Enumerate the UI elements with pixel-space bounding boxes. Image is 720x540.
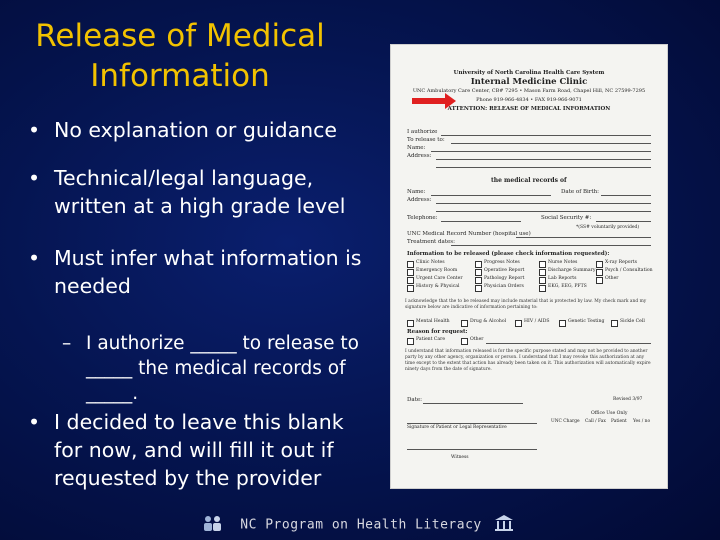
form-checkbox-label: Other	[605, 276, 619, 281]
form-label-patient-address: Address:	[407, 197, 432, 203]
form-checkbox-label: X-ray Reports	[605, 260, 637, 265]
form-checkbox-label: Pathology Report	[484, 276, 525, 281]
form-label-revised: Revised 3/97	[613, 397, 643, 402]
form-label-ssn: Social Security #:	[541, 215, 592, 221]
bullet-item: • No explanation or guidance	[28, 116, 337, 144]
form-checkbox	[596, 261, 603, 268]
form-label-signature: Signature of Patient or Legal Representative	[407, 425, 507, 430]
form-label-dob: Date of Birth:	[561, 189, 600, 195]
form-header-clinic: Internal Medicine Clinic	[470, 77, 588, 87]
form-checkbox	[611, 320, 618, 327]
form-checkbox	[475, 277, 482, 284]
form-label-name: Name:	[407, 145, 426, 151]
form-checkbox-label: Emergency Room	[416, 268, 458, 273]
form-office-use: Office Use Only	[591, 411, 628, 416]
form-checkbox	[407, 261, 414, 268]
form-checkbox-label: Operative Report	[484, 268, 525, 273]
form-info-heading: Information to be released (please check information requested):	[407, 251, 610, 257]
form-checkbox	[475, 285, 482, 292]
form-consent-text: I acknowledge that the to be released may include material that is protected by law. My check mark and my signature below are indicative of information pertaining to:	[405, 299, 647, 310]
form-note-optional: *(SS# voluntarily provided)	[576, 225, 640, 230]
form-label-release-to: To release to:	[407, 137, 445, 143]
form-checkbox-label: Discharge Summary	[548, 268, 596, 273]
bullet-item: • I decided to leave this blank for now, and will fill it out if requested by the provider	[28, 408, 368, 492]
form-checkbox	[559, 320, 566, 327]
red-arrow-icon	[412, 98, 446, 104]
form-reason-option: Other	[470, 337, 484, 342]
form-legal-text: I understand that information released is for the specific purpose stated and may not be provided to another party by any other agency, organization or person. I understand that I may revoke this authorization at any time except to the extent that action has already been taken on it. This authorization will automatically expire ninety days from the date of signature.	[405, 349, 651, 372]
form-checkbox	[475, 269, 482, 276]
form-label-telephone: Telephone:	[407, 215, 438, 221]
form-checkbox-label: Psych / Consultation	[605, 268, 653, 273]
building-icon	[494, 514, 514, 536]
form-label-treatment: Treatment dates:	[407, 239, 455, 245]
form-label-patient-name: Name:	[407, 189, 426, 195]
form-checkbox-label: EKG, EEG, PFTS	[548, 284, 587, 289]
form-checkbox	[407, 269, 414, 276]
form-header-attention: ATTENTION: RELEASE OF MEDICAL INFORMATION	[447, 106, 611, 112]
form-checkbox	[461, 320, 468, 327]
bullet-item: • Technical/legal language, written at a high grade level	[28, 164, 368, 220]
form-label-witness: Witness	[451, 455, 469, 460]
form-checkbox	[539, 285, 546, 292]
form-checkbox-label: Clinic Notes	[416, 260, 445, 265]
form-label-date: Date:	[407, 397, 423, 403]
sub-bullet-item: – I authorize _____ to release to _____ the medical records of _____.	[62, 331, 396, 406]
form-label-yes-no: Yes / no	[633, 419, 651, 424]
form-consent-option: Drug & Alcohol	[470, 319, 507, 324]
form-checkbox	[461, 338, 468, 345]
form-label-address: Address:	[407, 153, 432, 159]
people-icon	[202, 514, 228, 536]
form-label-unc-record: UNC Medical Record Number (hospital use)	[407, 231, 531, 237]
form-label-call-fax: Call / Fax	[585, 419, 606, 424]
bullet-item: • Must infer what information is needed	[28, 244, 368, 300]
form-checkbox	[407, 320, 414, 327]
release-form-image	[390, 44, 668, 489]
form-label-authorize: I authorize	[407, 129, 438, 135]
footer-text: NC Program on Health Literacy	[240, 517, 482, 533]
form-checkbox	[596, 269, 603, 276]
form-header-phone: Phone 919-966-4834 • FAX 919-966-9071	[476, 97, 582, 103]
form-checkbox-label: History & Physical	[416, 284, 460, 289]
form-checkbox-label: Physician Orders	[484, 284, 524, 289]
form-consent-option: Genetic Testing	[568, 319, 605, 324]
form-checkbox-label: Lab Reports	[548, 276, 577, 281]
form-consent-option: HIV / AIDS	[524, 319, 550, 324]
form-checkbox	[539, 269, 546, 276]
form-reason-option: Patient Care	[416, 337, 446, 342]
form-checkbox-label: Urgent Care Center	[416, 276, 463, 281]
form-checkbox	[515, 320, 522, 327]
form-checkbox	[596, 277, 603, 284]
form-checkbox	[539, 277, 546, 284]
form-checkbox	[407, 285, 414, 292]
form-consent-option: Sickle Cell	[620, 319, 645, 324]
form-label-patient: Patient	[611, 419, 627, 424]
footer	[0, 514, 720, 536]
form-checkbox	[407, 277, 414, 284]
form-consent-option: Mental Health	[416, 319, 450, 324]
form-header-system: University of North Carolina Health Care System	[453, 70, 605, 76]
form-checkbox-label: Progress Notes	[484, 260, 520, 265]
slide-title: Release of Medical Information	[35, 18, 325, 94]
form-checkbox	[539, 261, 546, 268]
form-records-heading: the medical records of	[491, 177, 567, 184]
form-checkbox-label: Nurse Notes	[548, 260, 578, 265]
form-label-unc-charge: UNC Charge	[551, 419, 580, 424]
form-reason-heading: Reason for request:	[407, 329, 468, 335]
form-header-address: UNC Ambulatory Care Center, CB# 7295 • Mason Farm Road, Chapel Hill, NC 27599-7295	[412, 88, 646, 94]
form-checkbox	[475, 261, 482, 268]
form-checkbox	[407, 338, 414, 345]
